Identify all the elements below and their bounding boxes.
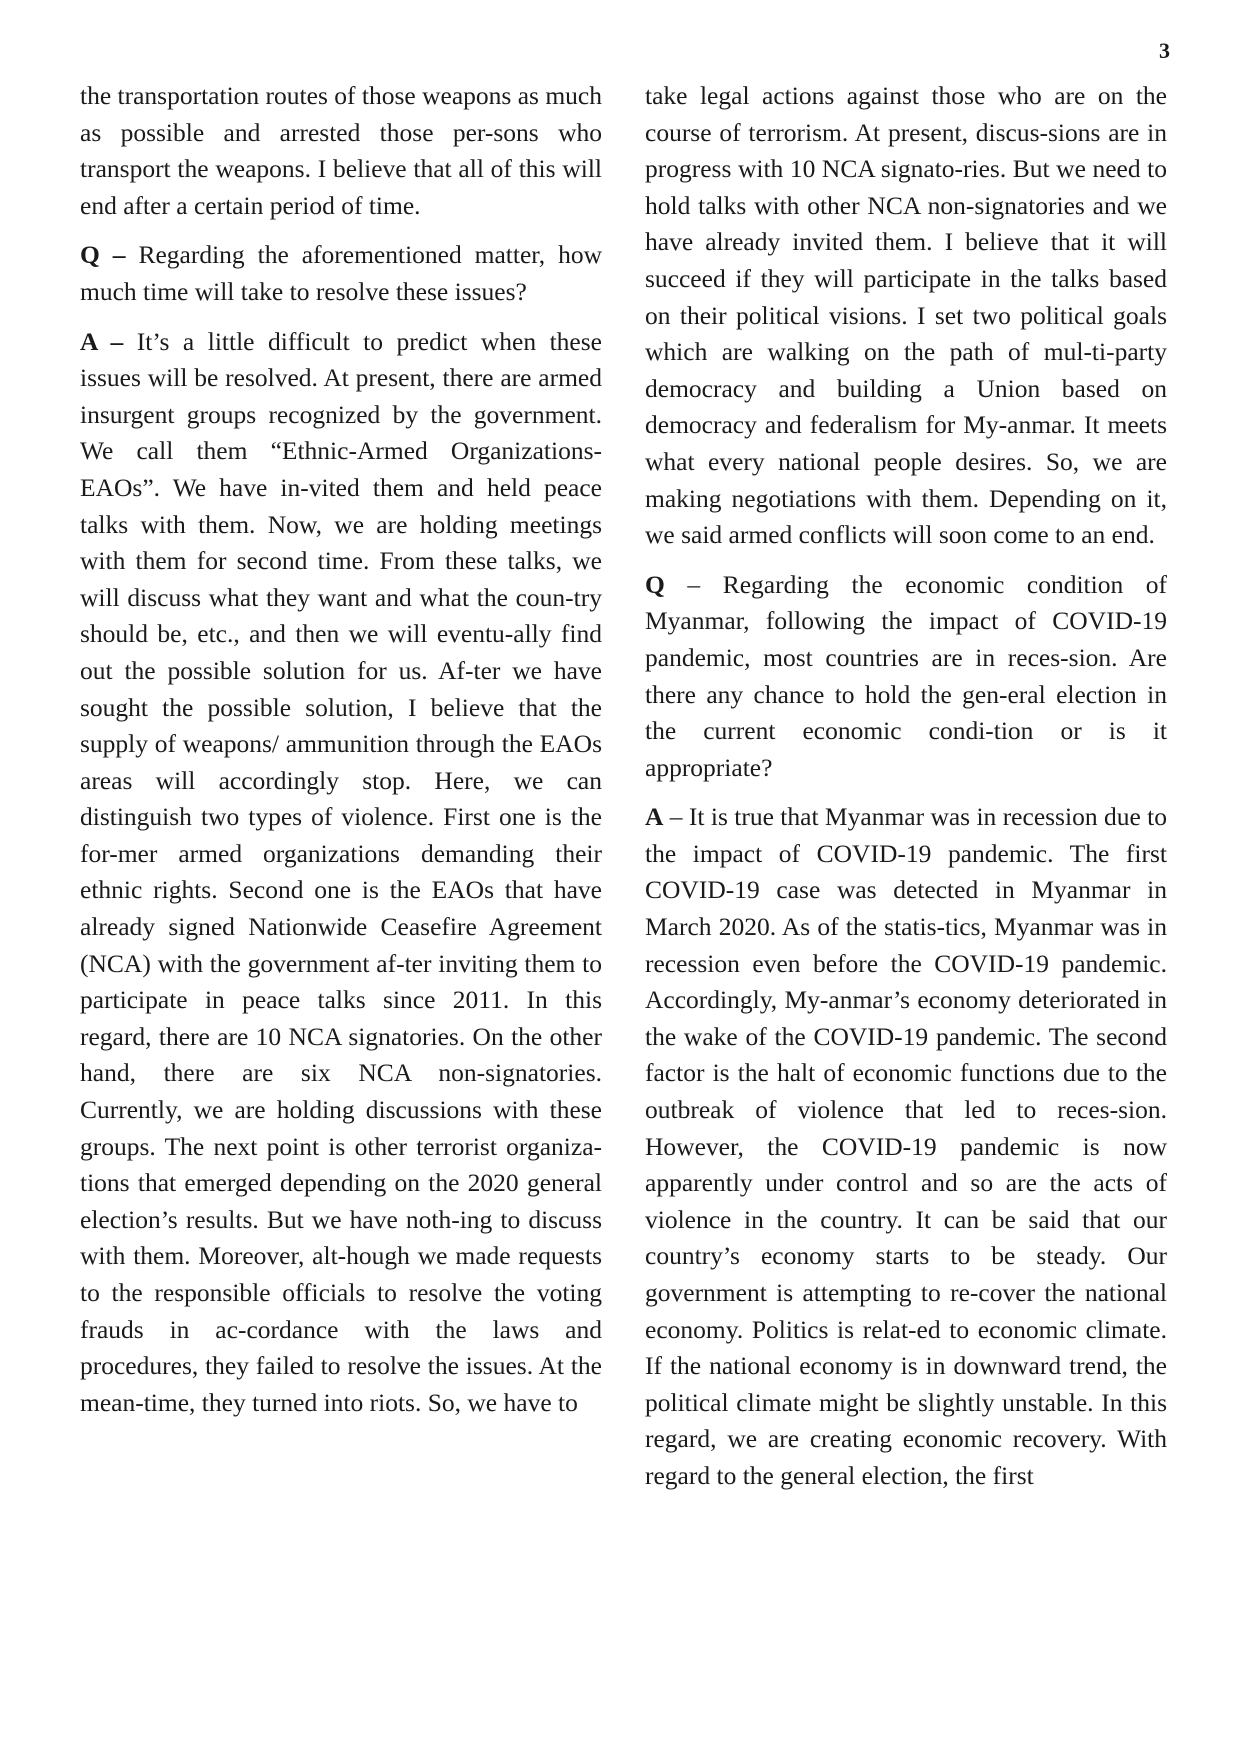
answer-paragraph bbox=[80, 324, 602, 1422]
answer-text: It’s a little difficult to predict when these issues will be resolved. At present, there are armed insurgent groups recognized by the government. We call them “Ethnic-Armed Organizations-EAOs”. We have in-vited them and held peace talks with them. Now, we are holding meetings with them for second time. From these talks, we will discuss what they want and what the coun-try should be, etc., and then we will eventu-ally find out the possible solution for us. Af-ter we have sought the possible solution, I believe that the supply of weapons/ ammunition through the EAOs areas will accordingly stop. Here, we can distinguish two types of violence. First one is the for-mer armed organizations demanding their ethnic rights. Second one is the EAOs that have already signed Nationwide Ceasefire Agreement (NCA) with the government af-ter inviting them to participate in peace talks since 2011. In this regard, there are 10 NCA signatories. On the other hand, there are six NCA non-signatories. Currently, we are holding discussions with these groups. The next point is other terrorist organiza-tions that emerged depending on the 2020 general election’s results. But we have noth-ing to discuss with them. Moreover, alt-hough we made requests to the responsible officials to resolve the voting frauds in ac-cordance with the laws and procedures, they failed to resolve the issues. At the mean-time, they turned into riots. So, we have to bbox=[80, 326, 602, 1417]
paragraph-text: take legal actions against those who are on the course of terrorism. At present, discus-sions are in progress with 10 NCA signato-ries. But we need to hold talks with other NCA non-signatories and we have already invited them. I believe that it will succeed if they will participate in the talks based on their political visions. I set two political goals which are walking on the path of mul-ti-party democracy and building a Union based on democracy and federalism for My-anmar. It meets what every national people desires. So, we are making negotiations with them. Depending on it, we said armed conflicts will soon come to an end. bbox=[645, 81, 1167, 550]
question-marker: Q – bbox=[80, 240, 126, 270]
paragraph-continuation bbox=[645, 78, 1167, 554]
left-column bbox=[80, 78, 602, 1434]
paragraph-text: the transportation routes of those weapons as much as possible and arrested those per-sons who transport the weapons. I believe that all of this will end after a certain period of time. bbox=[80, 81, 602, 220]
question-text: Regarding the aforementioned matter, how much time will take to resolve these issues? bbox=[80, 240, 602, 306]
paragraph-continuation bbox=[80, 78, 602, 224]
answer-text: – It is true that Myanmar was in recession due to the impact of COVID-19 pandemic. The first COVID-19 case was detected in Myanmar in March 2020. As of the statis-tics, Myanmar was in recession even before the COVID-19 pandemic. Accordingly, My-anmar’s economy deteriorated in the wake of the COVID-19 pandemic. The second factor is the halt of economic functions due to the outbreak of violence that led to reces-sion. However, the COVID-19 pandemic is now apparently under control and so are the acts of violence in the country. It can be said that our country’s economy starts to be steady. Our government is attempting to re-cover the national economy. Politics is relat-ed to economic climate. If the national economy is in downward trend, the political climate might be slightly unstable. In this regard, we are creating economic recovery. With regard to the general election, the first bbox=[645, 802, 1167, 1490]
page-number: 3 bbox=[1159, 38, 1170, 63]
question-paragraph bbox=[80, 237, 602, 310]
question-marker: Q bbox=[645, 569, 665, 599]
answer-marker: A – bbox=[80, 326, 124, 356]
answer-marker: A bbox=[645, 802, 664, 832]
question-text: – Regarding the economic condition of Myanmar, following the impact of COVID-19 pandemic, most countries are in reces-sion. Are there any chance to hold the gen-eral election in the current economic condi-tion or is it appropriate? bbox=[645, 569, 1167, 782]
answer-paragraph bbox=[645, 799, 1167, 1494]
right-column bbox=[645, 78, 1167, 1508]
question-paragraph bbox=[645, 567, 1167, 787]
